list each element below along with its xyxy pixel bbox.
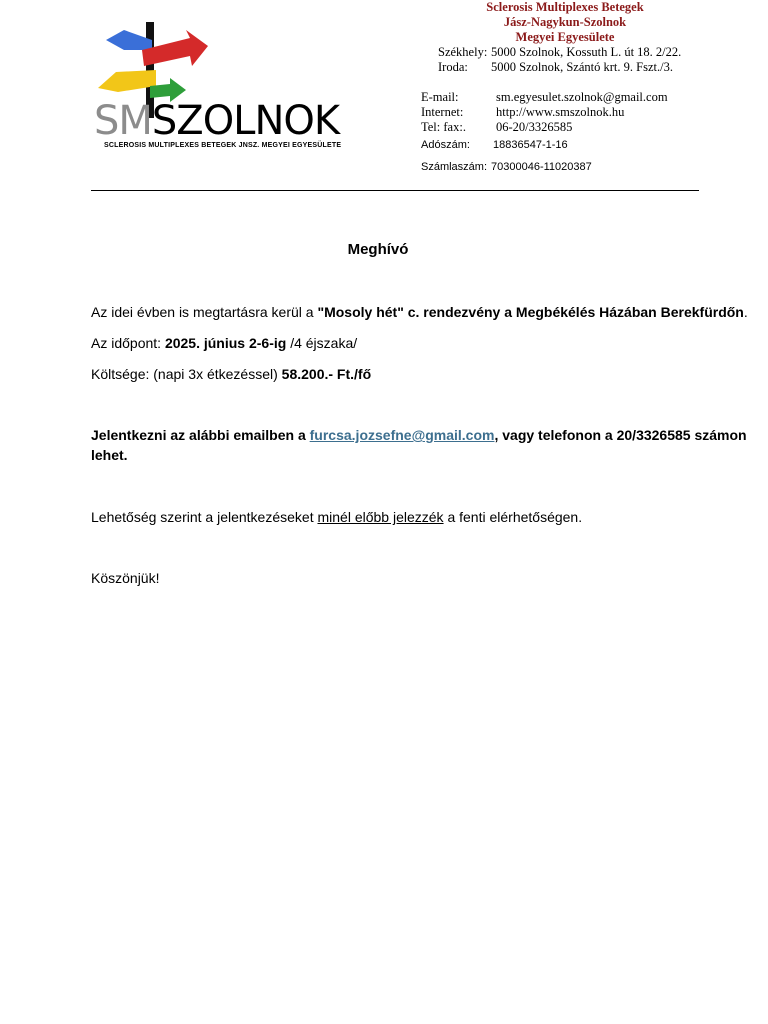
- contact-block: [421, 90, 668, 175]
- org-name-line: Jász-Nagykun-Szolnok: [503, 15, 627, 29]
- organization-name: [430, 0, 700, 45]
- header-divider: [91, 190, 699, 191]
- tel-label: Tel: fax:.: [421, 120, 466, 134]
- underlined-text: minél előbb jelezzék: [317, 509, 444, 525]
- cost-paragraph: [91, 364, 371, 384]
- text: .: [743, 304, 748, 320]
- address-block: [438, 45, 681, 75]
- text: /4 éjszaka/: [286, 335, 358, 351]
- event-name: "Mosoly hét" c. rendezvény a Megbékélés Házában Berekfürdőn: [317, 304, 744, 320]
- account-number: 70300046-11020387: [491, 161, 592, 173]
- text: , vagy telefonon a 20/3326585 számon: [494, 427, 747, 443]
- signup-email-link[interactable]: furcsa.jozsefne@gmail.com: [309, 427, 495, 443]
- email-label: E-mail:: [421, 90, 459, 104]
- text: Jelentkezni az alábbi emailben a: [91, 427, 310, 443]
- logo: [88, 20, 368, 160]
- text: Költsége: (napi 3x étkezéssel): [91, 366, 282, 382]
- contact-row-email: [421, 90, 668, 105]
- contact-row-web: [421, 105, 668, 120]
- address-value: 5000 Szolnok, Szántó krt. 9. Fszt./3.: [491, 60, 673, 74]
- text: lehet.: [91, 447, 128, 463]
- contact-row-account: [421, 160, 668, 175]
- org-phone: 06-20/3326585: [496, 120, 573, 134]
- address-row-seat: [438, 45, 681, 60]
- logo-city: SZOLNOK: [151, 98, 340, 144]
- request-paragraph: [91, 507, 582, 527]
- contact-row-tax: [421, 138, 668, 153]
- account-label: Számlaszám:: [421, 161, 488, 173]
- org-name-line: Megyei Egyesülete: [515, 30, 615, 44]
- date-paragraph: [91, 333, 357, 353]
- address-label: Székhely:: [438, 45, 488, 59]
- signup-paragraph-cont: [91, 445, 128, 465]
- org-email[interactable]: sm.egyesulet.szolnok@gmail.com: [496, 90, 668, 104]
- address-value: 5000 Szolnok, Kossuth L. út 18. 2/22.: [491, 45, 682, 59]
- logo-wordmark: [94, 98, 339, 144]
- event-date: 2025. június 2-6-ig: [164, 335, 287, 351]
- contact-row-tel: [421, 120, 668, 135]
- signup-paragraph: [91, 425, 747, 445]
- tax-label: Adószám:: [421, 139, 470, 151]
- address-label: Iroda:: [438, 60, 468, 74]
- text: a fenti elérhetőségen.: [443, 509, 583, 525]
- closing-text: Köszönjük!: [91, 570, 160, 586]
- text: Lehetőség szerint a jelentkezéseket: [91, 509, 318, 525]
- org-name-line: Sclerosis Multiplexes Betegek: [486, 0, 644, 14]
- page-title: Meghívó: [347, 241, 409, 258]
- logo-tagline: SCLEROSIS MULTIPLEXES BETEGEK JNSZ. MEGYEI EGYESÜLETE: [104, 142, 342, 149]
- logo-sm: SM: [94, 98, 152, 144]
- text: Az idei évben is megtartásra kerül a: [91, 304, 318, 320]
- event-price: 58.200.- Ft./fő: [281, 366, 372, 382]
- event-paragraph: [91, 302, 748, 322]
- text: Az időpont:: [91, 335, 165, 351]
- web-label: Internet:: [421, 105, 464, 119]
- org-website[interactable]: http://www.smszolnok.hu: [496, 105, 625, 119]
- tax-number: 18836547-1-16: [493, 139, 568, 151]
- address-row-office: [438, 60, 681, 75]
